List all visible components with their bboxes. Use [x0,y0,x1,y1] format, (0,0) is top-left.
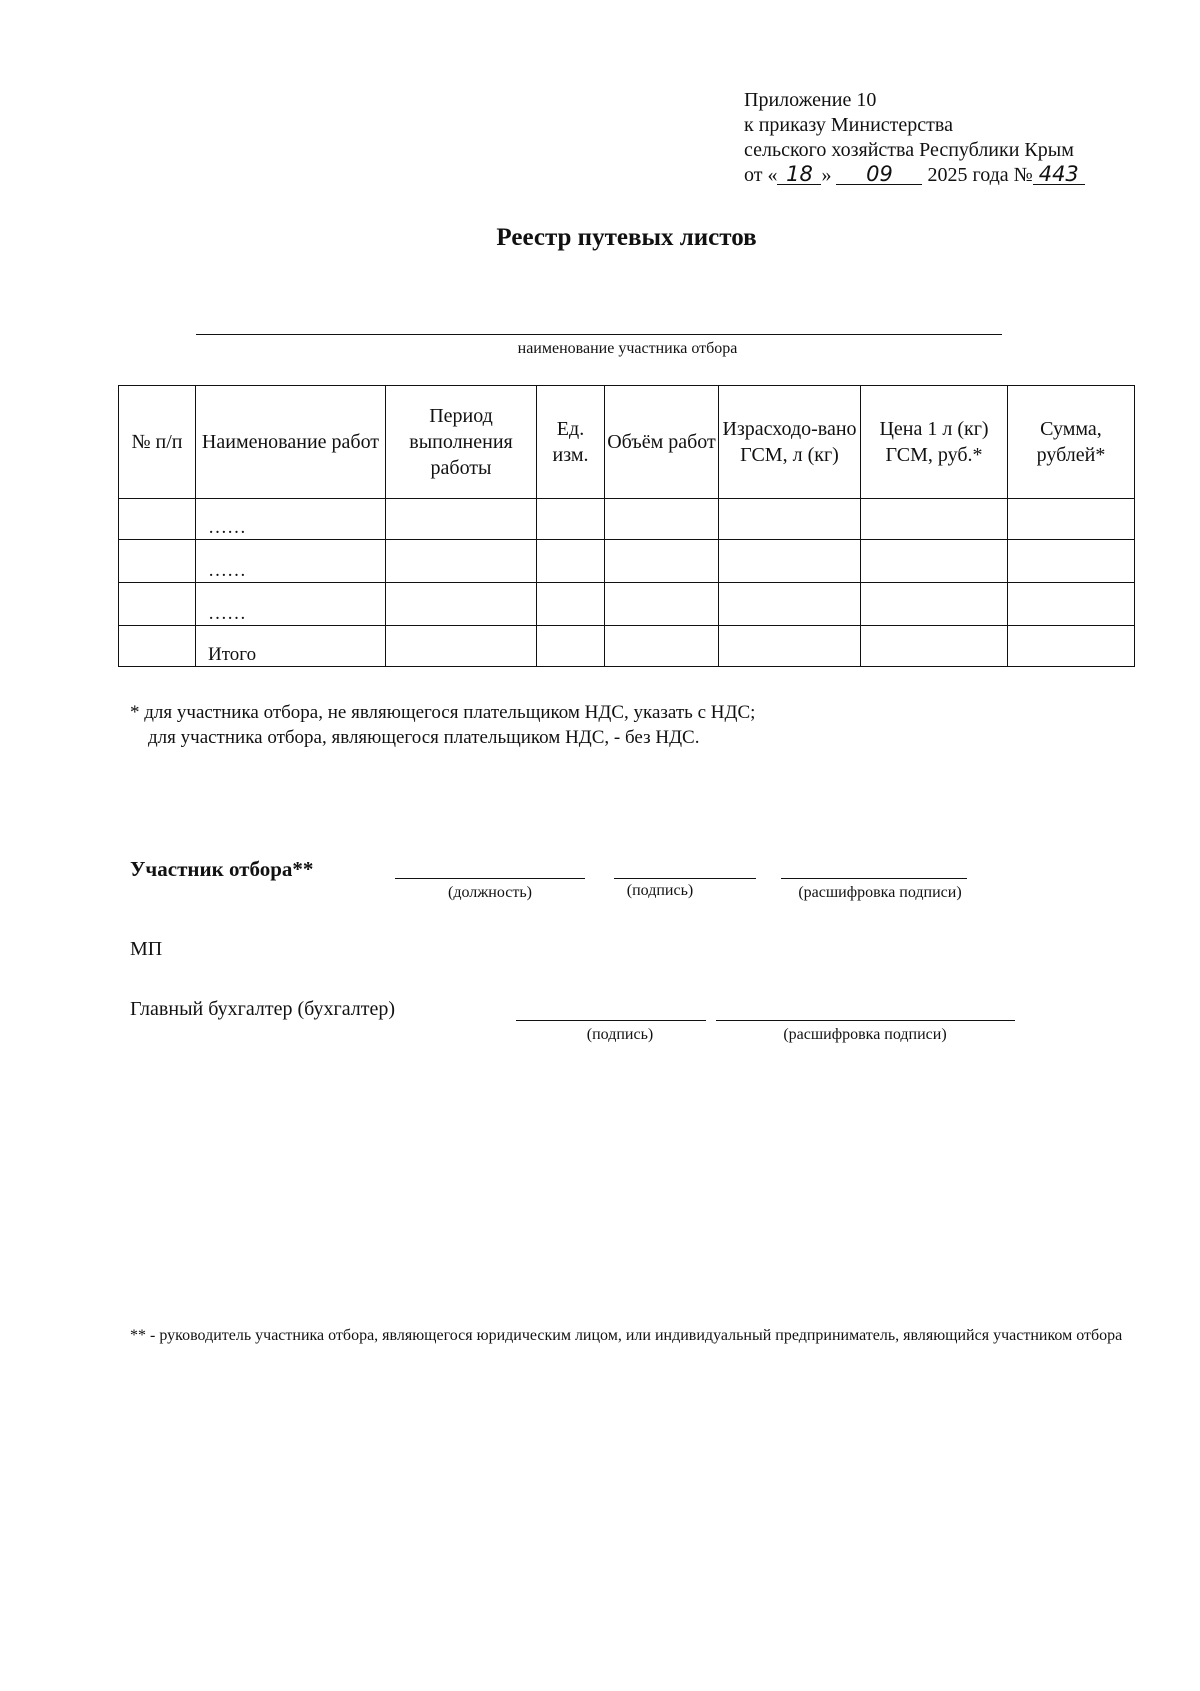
table-cell: …… [196,540,386,583]
table-cell [386,626,537,667]
col-header-volume: Объём работ [605,386,719,499]
table-cell [537,540,605,583]
col-header-fuel-used: Израсходо-вано ГСМ, л (кг) [719,386,861,499]
table-cell [719,499,861,540]
table-cell [1008,626,1135,667]
chief-signature-caption: (подпись) [586,1026,654,1043]
signature-caption: (подпись) [626,882,694,899]
table-cell [537,626,605,667]
table-row [119,583,1135,626]
table-cell [605,626,719,667]
col-header-fuel-price: Цена 1 л (кг) ГСМ, руб.* [861,386,1008,499]
handwritten-day: 18 [777,164,821,185]
table-cell [1008,540,1135,583]
table-cell [1008,583,1135,626]
document-title: Реестр путевых листов [496,224,757,251]
signature-line [614,878,756,879]
table-cell [119,583,196,626]
chief-accountant-label: Главный бухгалтер (бухгалтер) [130,998,396,1020]
appendix-ministry: сельского хозяйства Республики Крым [744,139,1074,161]
table-cell [861,583,1008,626]
table-cell [605,583,719,626]
participant-signature-label: Участник отбора** [130,857,314,881]
signature-decoding-line [781,878,967,879]
table-header-row [119,386,1135,499]
table-cell: …… [196,499,386,540]
table-cell [119,540,196,583]
chief-decoding-line [716,1020,1015,1021]
year-text: 2025 года № [927,164,1033,186]
chief-decoding-caption: (расшифровка подписи) [783,1026,947,1043]
table-cell [719,540,861,583]
table-cell: …… [196,583,386,626]
chief-signature-line [516,1020,706,1021]
signature-decoding-caption: (расшифровка подписи) [798,884,962,901]
position-caption: (должность) [448,884,532,901]
col-header-unit: Ед. изм. [537,386,605,499]
table-cell [537,499,605,540]
table-cell [605,499,719,540]
appendix-title: Приложение 10 [744,89,877,111]
table-cell [386,540,537,583]
table-cell [861,540,1008,583]
col-header-number: № п/п [119,386,196,499]
waybill-registry-table [118,385,1135,667]
stamp-label: МП [130,938,163,960]
table-cell [719,626,861,667]
participant-name-caption: наименование участника отбора [517,340,738,357]
table-cell [119,626,196,667]
handwritten-month: 09 [836,164,922,185]
position-line [395,878,585,879]
vat-footnote-line-2: для участника отбора, являющегося плательщиком НДС, - без НДС. [148,727,700,748]
handwritten-order-number: 443 [1033,164,1085,185]
participant-name-line [196,334,1002,335]
table-cell [386,583,537,626]
col-header-work-name: Наименование работ [196,386,386,499]
col-header-period: Период выполнения работы [386,386,537,499]
table-cell [719,583,861,626]
table-cell [605,540,719,583]
table-row [119,540,1135,583]
date-mid: » [821,164,832,186]
appendix-block [744,88,1085,188]
vat-footnote-line-1: * для участника отбора, не являющегося плательщиком НДС, указать с НДС; [130,702,756,723]
appendix-order-ref: к приказу Министерства [744,114,953,136]
head-footnote: ** - руководитель участника отбора, являющегося юридическим лицом, или индивидуальный предприниматель, являющийся участником отбора [130,1327,1123,1344]
table-cell [537,583,605,626]
table-cell [119,499,196,540]
table-total-row [119,626,1135,667]
col-header-sum: Сумма, рублей* [1008,386,1135,499]
vat-footnote [130,700,755,750]
table-row [119,499,1135,540]
table-cell [1008,499,1135,540]
table-cell [861,499,1008,540]
table-total-label: Итого [196,626,386,667]
appendix-date-line [744,163,1085,188]
table-cell [861,626,1008,667]
date-prefix: от « [744,164,778,186]
table-cell [386,499,537,540]
